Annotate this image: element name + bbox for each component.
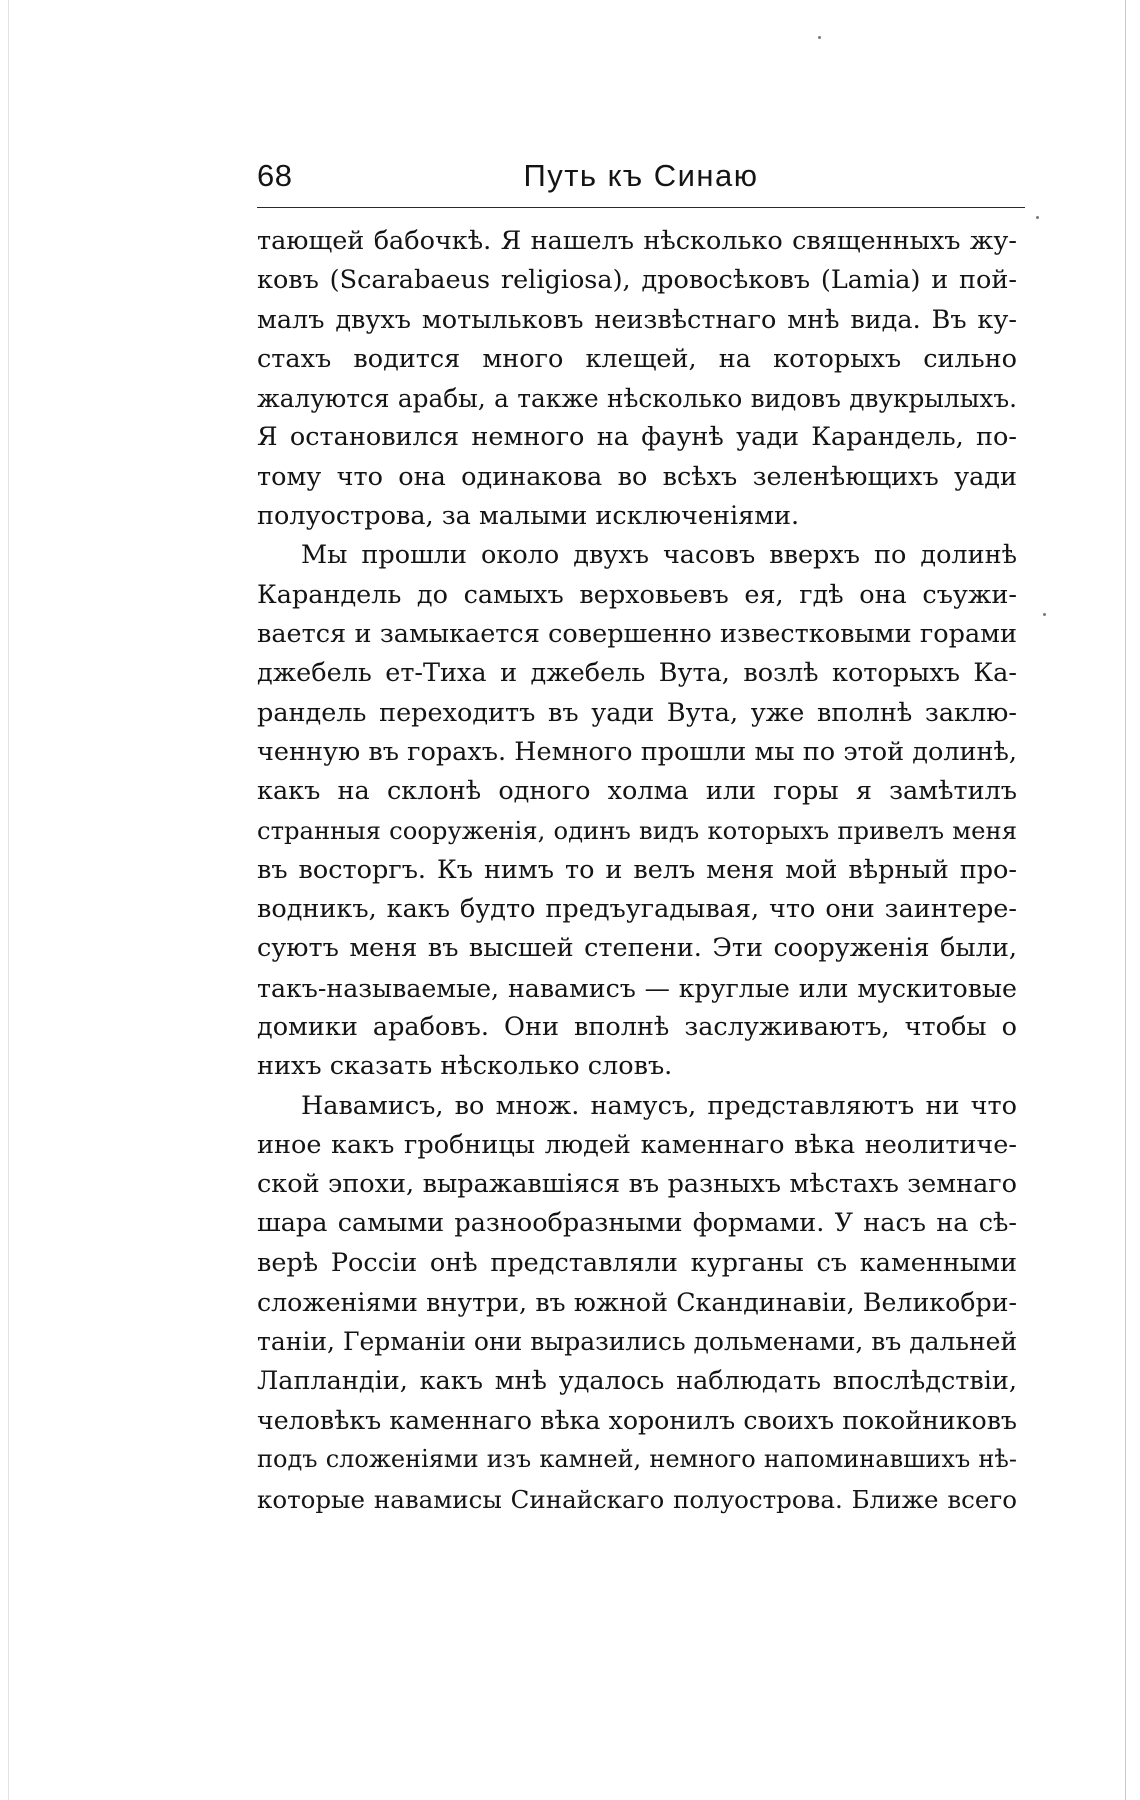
text-line: тающей бабочкѣ. Я нашелъ нѣсколько священныхъ жу- — [257, 226, 1017, 256]
text-line: рандель переходитъ въ уади Вута, уже вполнѣ заклю- — [257, 697, 1017, 728]
text-line: Навамисъ, во множ. намусъ, представляютъ ни что — [301, 1090, 1017, 1121]
text-line: нихъ сказать нѣсколько словъ. — [257, 1051, 673, 1082]
text-line: тому что она одинакова во всѣхъ зеленѣющихъ уади — [257, 461, 1017, 492]
text-line: какъ на склонѣ одного холма или горы я замѣтилъ — [257, 776, 1017, 807]
text-line: таніи, Германіи они выразились дольменами, въ дальней — [257, 1327, 1018, 1357]
running-title: Путь къ Синаю — [523, 158, 759, 193]
text-line: Лапландіи, какъ мнѣ удалось наблюдать впослѣдствіи, — [257, 1365, 1017, 1396]
text-line: человѣкъ каменнаго вѣка хоронилъ своихъ покойниковъ — [257, 1405, 1017, 1435]
text-line: странныя сооруженія, одинъ видъ которыхъ привелъ меня — [257, 816, 1017, 846]
text-line: Я остановился немного на фаунѣ уади Карандель, по- — [257, 422, 1017, 453]
text-line: стахъ водится много клещей, на которыхъ сильно — [257, 343, 1017, 374]
text-line: домики арабовъ. Они вполнѣ заслуживаютъ, чтобы о — [257, 1011, 1017, 1042]
text-line: Мы прошли около двухъ часовъ вверхъ по долинѣ — [301, 540, 1017, 571]
text-line: шара самыми разнообразными формами. У насъ на сѣ- — [257, 1208, 1017, 1239]
page-number: 68 — [257, 158, 293, 193]
text-line: ковъ (Scarabaeus religiosa), дровосѣковъ (Lamia) и пой- — [257, 265, 1017, 296]
header-rule — [257, 207, 1025, 208]
text-line: вается и замыкается совершенно известковыми горами — [257, 618, 1017, 649]
text-line: жалуются арабы, а также нѣсколько видовъ двукрылыхъ. — [257, 384, 1017, 414]
text-line: такъ-называемые, навамисъ — круглые или мускитовые — [257, 973, 1017, 1003]
text-line: джебель ет-Тиха и джебель Вута, возлѣ которыхъ Ка- — [257, 658, 1017, 689]
body-text — [257, 222, 1017, 1519]
scan-edge-left — [8, 0, 9, 1800]
scan-speck — [1036, 216, 1039, 219]
text-line: верѣ Россіи онѣ представляли курганы съ каменными — [257, 1247, 1017, 1278]
text-line: полуострова, за малыми исключеніями. — [257, 501, 800, 532]
scan-speck — [1043, 613, 1046, 616]
text-line: Карандель до самыхъ верховьевъ ея, гдѣ она съужи- — [257, 579, 1017, 610]
text-line: въ восторгъ. Къ нимъ то и велъ меня мой вѣрный про- — [257, 854, 1017, 885]
text-line: суютъ меня въ высшей степени. Эти сооруженія были, — [257, 933, 1017, 964]
text-line: иное какъ гробницы людей каменнаго вѣка неолитиче- — [257, 1129, 1017, 1160]
page-header — [257, 158, 1025, 206]
text-line: малъ двухъ мотыльковъ неизвѣстнаго мнѣ вида. Въ ку- — [257, 304, 1017, 335]
scan-edge-right — [1125, 0, 1126, 1800]
text-line: водникъ, какъ будто предъугадывая, что они заинтере- — [257, 894, 1017, 925]
text-line: подъ сложеніями изъ камней, немного напоминавшихъ нѣ- — [257, 1445, 1017, 1474]
scan-speck — [818, 36, 821, 39]
text-line: сложеніями внутри, въ южной Скандинавіи, Великобри- — [257, 1288, 1017, 1318]
text-line: ченную въ горахъ. Немного прошли мы по этой долинѣ, — [257, 736, 1017, 767]
text-line: ской эпохи, выражавшіяся въ разныхъ мѣстахъ земнаго — [257, 1169, 1017, 1200]
text-line: которые навамисы Синайскаго полуострова. Ближе всего — [257, 1484, 1017, 1514]
